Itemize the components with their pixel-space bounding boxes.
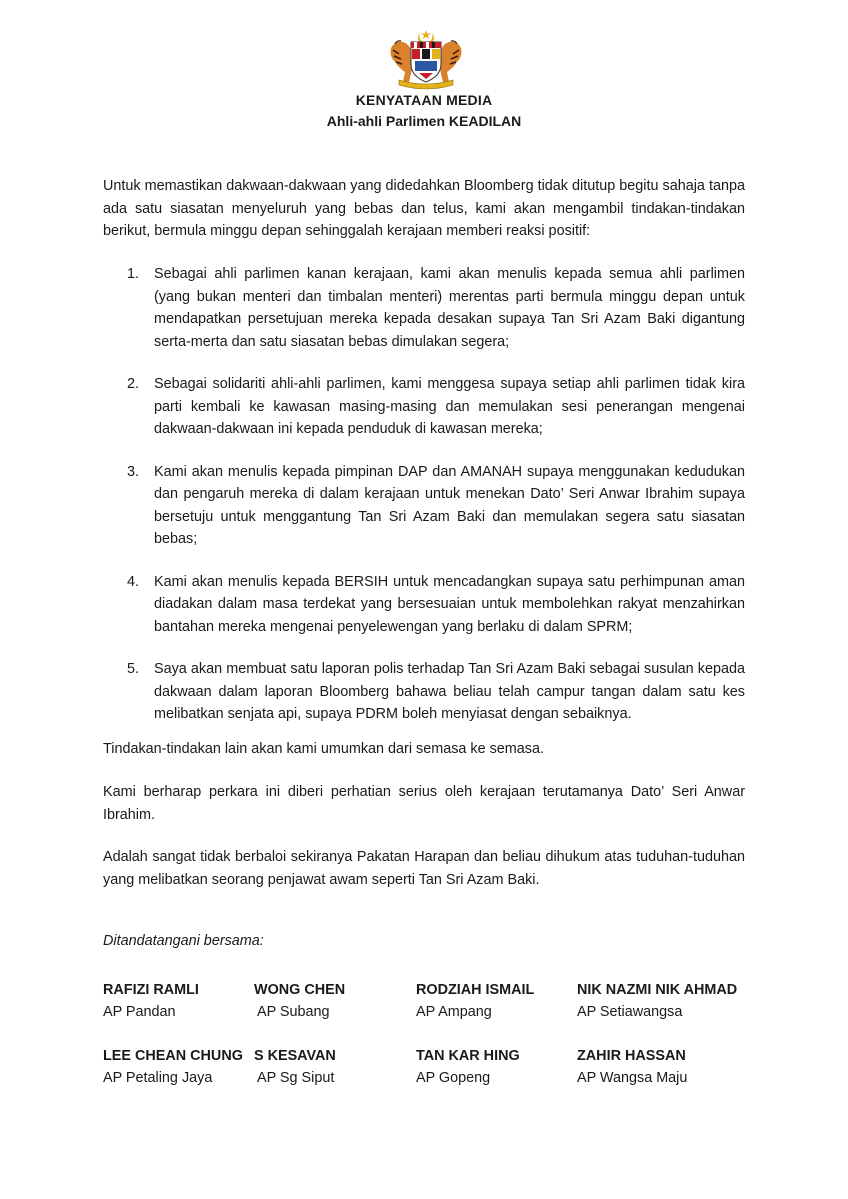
document-title: KENYATAAN MEDIA	[355, 92, 493, 108]
action-item	[103, 461, 745, 551]
closing-paragraph-1: Tindakan-tindakan lain akan kami umumkan dari semasa ke semasa.	[103, 741, 544, 757]
action-item	[103, 658, 745, 726]
signatory-constituency: AP Setiawangsa	[577, 1004, 683, 1020]
action-text: Kami akan menulis kepada BERSIH untuk mencadangkan supaya satu perhimpunan aman diadakan dalam masa terdekat yang bersesuaian untuk membolehkan rakyat menzahirkan bantahan mereka mengenai penyelewengan yang berlaku di dalam SPRM;	[154, 573, 745, 635]
signatory-name: NIK NAZMI NIK AHMAD	[577, 982, 738, 998]
signatory	[416, 979, 534, 1023]
signatory	[577, 1045, 687, 1089]
signatory-name: ZAHIR HASSAN	[577, 1048, 686, 1064]
signatory	[103, 1045, 243, 1089]
signatory-name: WONG CHEN	[254, 982, 346, 998]
intro-paragraph: Untuk memastikan dakwaan-dakwaan yang didedahkan Bloomberg tidak ditutup begitu sahaja tanpa ada satu siasatan menyeluruh yang bebas dan telus, kami akan mengambil tindakan-tindakan berikut, bermula minggu depan sehinggalah kerajaan memberi reaksi positif:	[103, 178, 745, 239]
action-text: Kami akan menulis kepada pimpinan DAP dan AMANAH supaya menggunakan kedudukan dan pengaruh mereka di dalam kerajaan untuk menekan Dato’ Seri Anwar Ibrahim supaya bersetuju untuk menggantung Tan Sri Azam Baki dan memulakan segera satu siasatan bebas;	[154, 463, 745, 547]
action-text: Saya akan membuat satu laporan polis terhadap Tan Sri Azam Baki sebagai susulan kepada dakwaan dalam laporan Bloomberg bahawa beliau telah campur tangan dalam satu kes melibatkan senjata api, supaya PDRM boleh menyiasat dengan sebaiknya.	[154, 661, 745, 722]
action-number: 3.	[127, 463, 140, 480]
signatories-label: Ditandatangani bersama:	[103, 933, 264, 949]
signatory-name: TAN KAR HING	[416, 1048, 520, 1064]
signatory	[254, 979, 345, 1023]
action-item	[103, 263, 745, 353]
signatory-constituency: AP Wangsa Maju	[577, 1070, 688, 1086]
closing-paragraph-2: Kami berharap perkara ini diberi perhatian serius oleh kerajaan terutamanya Dato’ Seri Anwar Ibrahim.	[103, 784, 745, 823]
document-subtitle: Ahli-ahli Parlimen KEADILAN	[326, 113, 522, 129]
action-text: Sebagai ahli parlimen kanan kerajaan, kami akan menulis kepada semua ahli parlimen (yang bukan menteri dan timbalan menteri) merentas parti bermula minggu depan untuk mendapatkan persetujuan mereka kepada desakan supaya Tan Sri Azam Baki digantung serta-merta dan satu siasatan bebas dimulakan segera;	[154, 266, 745, 350]
signatory-constituency: AP Petaling Jaya	[103, 1070, 213, 1086]
signatory-constituency: AP Pandan	[103, 1004, 176, 1020]
action-list	[103, 263, 745, 746]
action-number: 2.	[127, 376, 140, 392]
signatory-constituency: AP Gopeng	[416, 1070, 491, 1086]
signatory	[103, 979, 199, 1023]
signatory-constituency: AP Subang	[257, 1004, 330, 1020]
signatory-constituency: AP Sg Siput	[257, 1070, 335, 1086]
signatory	[416, 1045, 520, 1089]
signatory-constituency: AP Ampang	[416, 1004, 492, 1020]
signatory	[577, 979, 737, 1023]
closing-paragraph-3: Adalah sangat tidak berbaloi sekiranya Pakatan Harapan dan beliau dihukum atas tuduhan-tuduhan yang melibatkan seorang penjawat awam seperti Tan Sri Azam Baki.	[103, 849, 745, 888]
coat-of-arms-icon	[385, 28, 467, 90]
action-text: Sebagai solidariti ahli-ahli parlimen, kami menggesa supaya setiap ahli parlimen tidak kira parti kembali ke kawasan masing-masing dan memulakan sesi penerangan mengenai dakwaan-dakwaan ini kepada penduduk di kawasan mereka;	[154, 376, 745, 437]
action-item	[103, 571, 745, 639]
signatory-name: LEE CHEAN CHUNG	[103, 1048, 243, 1064]
coat-of-arms-emblem	[385, 28, 467, 90]
signatory-name: S KESAVAN	[254, 1048, 336, 1064]
action-item	[103, 373, 745, 441]
signatory-name: RAFIZI RAMLI	[103, 982, 199, 998]
signatory	[254, 1045, 336, 1089]
signatory-name: RODZIAH ISMAIL	[416, 982, 535, 998]
action-number: 4.	[127, 573, 140, 590]
action-number: 1.	[127, 266, 140, 282]
action-number: 5.	[127, 661, 140, 677]
